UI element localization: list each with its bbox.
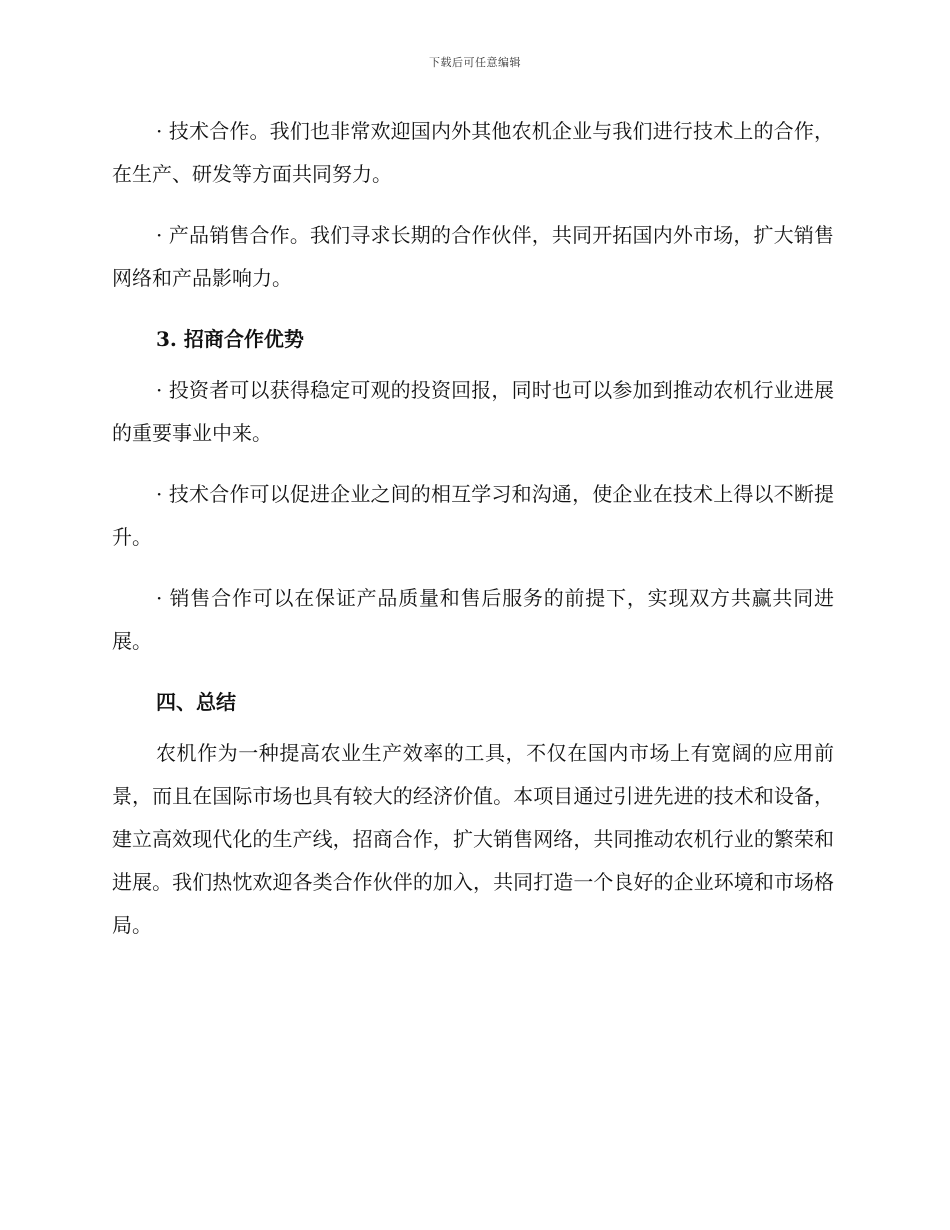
section-heading-advantages: 3. 招商合作优势 (156, 327, 304, 351)
paragraph-summary: 农机作为一种提高农业生产效率的工具，不仅在国内市场上有宽阔的应用前景，而且在国际市场也具有较大的经济价值。本项目通过引进先进的技术和设备，建立高效现代化的生产线，招商合作，扩大销售网络，共同推动农机行业的繁荣和进展。我们热忱欢迎各类合作伙伴的加入，共同打造一个良好的企业环境和市场格局。 (112, 741, 834, 937)
page-header: 下载后可任意编辑 (429, 56, 521, 69)
section-heading-summary: 四、总结 (156, 690, 236, 714)
paragraph-sales-cooperation: · 产品销售合作。我们寻求长期的合作伙伴，共同开拓国内外市场，扩大销售网络和产品影响力。 (112, 223, 834, 290)
paragraph-investor-returns: · 投资者可以获得稳定可观的投资回报，同时也可以参加到推动农机行业进展的重要事业中来。 (112, 378, 834, 445)
paragraph-sales-win-win: · 销售合作可以在保证产品质量和售后服务的前提下，实现双方共赢共同进展。 (112, 586, 834, 653)
paragraph-tech-learning: · 技术合作可以促进企业之间的相互学习和沟通，使企业在技术上得以不断提升。 (112, 482, 834, 549)
document-body (112, 110, 834, 965)
paragraph-tech-cooperation: · 技术合作。我们也非常欢迎国内外其他农机企业与我们进行技术上的合作，在生产、研发等方面共同努力。 (112, 119, 834, 186)
